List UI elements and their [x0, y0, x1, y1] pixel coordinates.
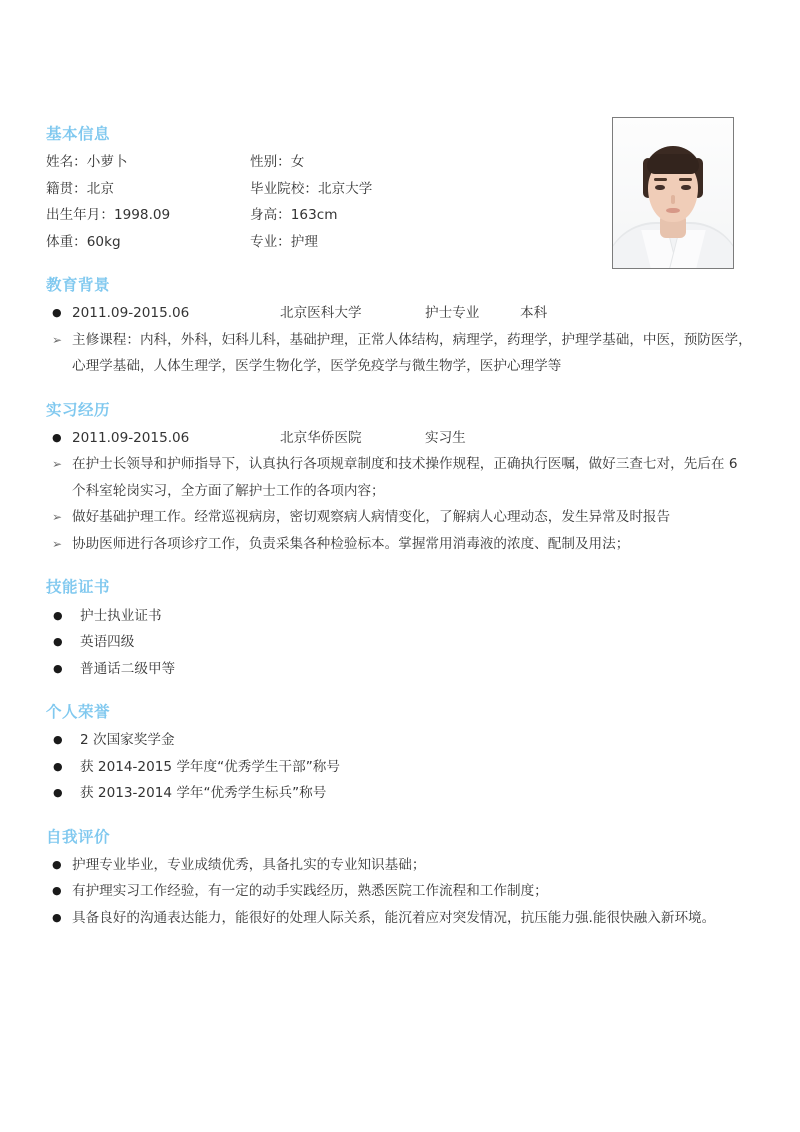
- list-item: [46, 603, 754, 630]
- list-item: [46, 656, 754, 683]
- section-basic-info: [46, 124, 754, 255]
- disc-bullet-icon: ●: [53, 733, 63, 747]
- section-title-self-evaluation: 自我评价: [46, 827, 111, 846]
- education-list: [46, 300, 754, 380]
- internship-detail-text: 做好基础护理工作。经常巡视病房，密切观察病人病情变化，了解病人心理动态，发生异常及时报告: [72, 509, 671, 526]
- basic-info-row: [46, 229, 754, 256]
- internship-list: [46, 425, 754, 558]
- list-item: [46, 905, 754, 932]
- education-detail-item: [46, 327, 754, 380]
- education-organization: 北京医科大学: [280, 305, 362, 322]
- list-item: [46, 727, 754, 754]
- section-title-basic-info: 基本信息: [46, 125, 111, 143]
- education-degree: 本科: [520, 305, 548, 322]
- self-evaluation-text: 有护理实习工作经验，有一定的动手实践经历，熟悉医院工作流程和工作制度；: [72, 883, 548, 900]
- basic-field-gender: 性别：女: [250, 154, 305, 171]
- basic-field-school: 毕业院校：北京大学: [250, 180, 373, 197]
- section-self-evaluation: [46, 827, 754, 932]
- internship-entry-columns: [72, 425, 754, 452]
- disc-bullet-icon: ●: [53, 661, 63, 675]
- basic-info-row: [46, 176, 754, 203]
- internship-entry: [46, 425, 754, 452]
- basic-field-hometown: 籍贯：北京: [46, 180, 114, 197]
- self-evaluation-text: 护理专业毕业，专业成绩优秀，具备扎实的专业知识基础；: [72, 856, 426, 873]
- section-title-honors: 个人荣誉: [46, 703, 111, 722]
- internship-detail-item: [46, 504, 754, 531]
- honors-list: [46, 727, 754, 807]
- section-title-skills: 技能证书: [46, 578, 111, 597]
- section-honors: [46, 702, 754, 807]
- internship-detail-item: [46, 451, 754, 504]
- internship-detail-text: 在护士长领导和护师指导下，认真执行各项规章制度和技术操作规程，正确执行医嘱，做好三查七对，先后在 6 个科室轮岗实习，全方面了解护士工作的各项内容；: [72, 456, 738, 499]
- list-item: [46, 754, 754, 781]
- disc-bullet-icon: ●: [52, 910, 62, 924]
- triangle-bullet-icon: ➢: [52, 536, 63, 551]
- internship-detail-item: [46, 531, 754, 558]
- section-title-internship: 实习经历: [46, 400, 111, 419]
- basic-info-row: [46, 202, 754, 229]
- section-internship: [46, 400, 754, 558]
- basic-field-name: 姓名：小萝卜: [46, 154, 128, 171]
- disc-bullet-icon: ●: [53, 786, 63, 800]
- list-item: [46, 629, 754, 656]
- section-title-education: 教育背景: [46, 276, 111, 295]
- basic-field-birthdate: 出生年月：1998.09: [46, 207, 171, 224]
- skill-text: 普通话二级甲等: [80, 660, 176, 677]
- internship-date: 2011.09-2015.06: [72, 429, 190, 446]
- disc-bullet-icon: ●: [52, 306, 62, 320]
- honor-text: 2 次国家奖学金: [80, 732, 175, 749]
- list-item: [46, 852, 754, 879]
- disc-bullet-icon: ●: [52, 857, 62, 871]
- education-entry: [46, 300, 754, 327]
- list-item: [46, 780, 754, 807]
- education-major: 护士专业: [425, 305, 480, 322]
- honor-text: 获 2014-2015 学年度“优秀学生干部”称号: [80, 758, 340, 775]
- education-date: 2011.09-2015.06: [72, 305, 190, 322]
- education-entry-columns: [72, 300, 754, 327]
- basic-field-height: 身高：163cm: [250, 207, 338, 224]
- list-item: [46, 878, 754, 905]
- section-skills: [46, 577, 754, 682]
- triangle-bullet-icon: ➢: [52, 332, 63, 347]
- disc-bullet-icon: ●: [53, 759, 63, 773]
- disc-bullet-icon: ●: [52, 884, 62, 898]
- triangle-bullet-icon: ➢: [52, 457, 63, 472]
- disc-bullet-icon: ●: [53, 608, 63, 622]
- basic-info-row: [46, 149, 754, 176]
- resume-content: [46, 124, 754, 951]
- disc-bullet-icon: ●: [53, 635, 63, 649]
- internship-role: 实习生: [425, 429, 466, 446]
- basic-field-weight: 体重：60kg: [46, 233, 121, 250]
- skill-text: 英语四级: [80, 634, 135, 651]
- triangle-bullet-icon: ➢: [52, 510, 63, 525]
- internship-detail-text: 协助医师进行各项诊疗工作，负责采集各种检验标本。掌握常用消毒液的浓度、配制及用法；: [72, 535, 630, 552]
- skill-text: 护士执业证书: [80, 607, 162, 624]
- honor-text: 获 2013-2014 学年“优秀学生标兵”称号: [80, 785, 327, 802]
- self-evaluation-text: 具备良好的沟通表达能力，能很好的处理人际关系，能沉着应对突发情况，抗压能力强.能很快融入新环境。: [72, 909, 716, 926]
- education-courses: 主修课程：内科，外科，妇科儿科，基础护理，正常人体结构，病理学，药理学，护理学基础，中医，预防医学，心理学基础，人体生理学，医学生物化学，医学免疫学与微生物学，医护心理学等: [72, 331, 752, 375]
- self-evaluation-list: [46, 852, 754, 932]
- internship-organization: 北京华侨医院: [280, 429, 362, 446]
- skills-list: [46, 603, 754, 683]
- basic-info-grid: [46, 149, 754, 255]
- basic-field-major: 专业：护理: [250, 233, 318, 250]
- disc-bullet-icon: ●: [52, 430, 62, 444]
- section-education: [46, 275, 754, 380]
